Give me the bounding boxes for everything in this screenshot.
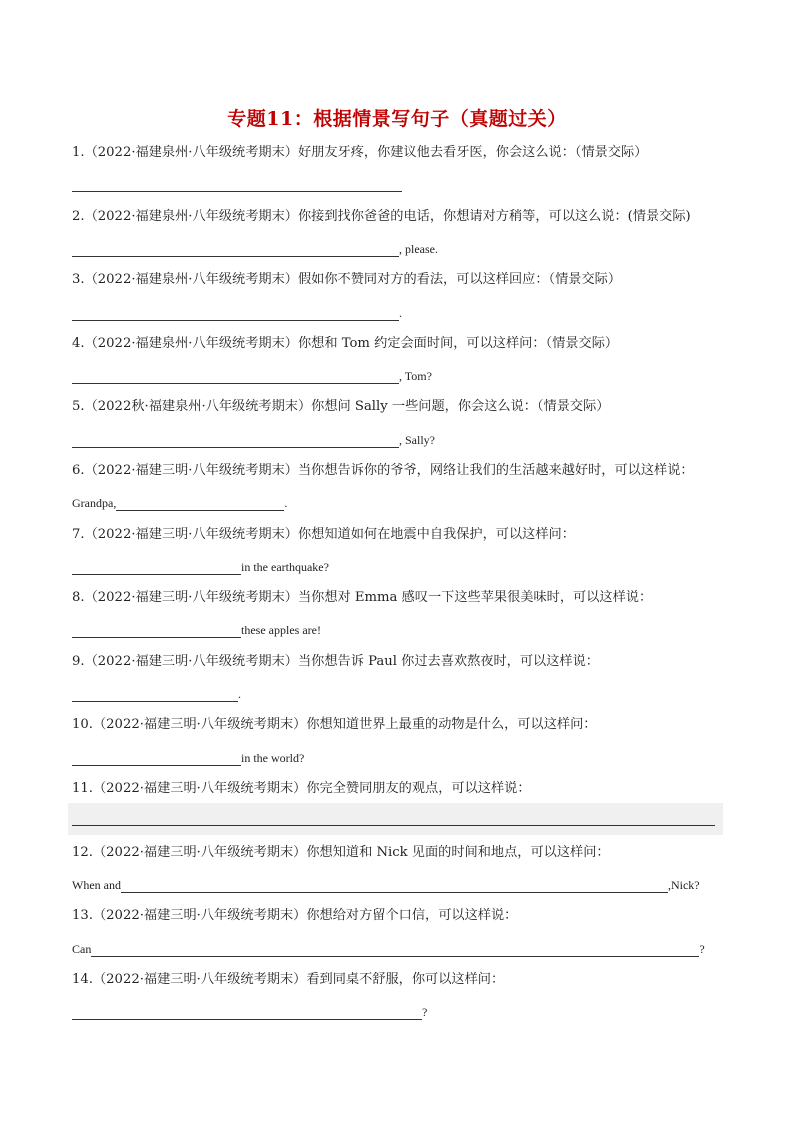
answer-suffix: in the earthquake? [241, 560, 329, 574]
answer-suffix: ? [422, 1005, 428, 1019]
answer-blank[interactable] [72, 434, 399, 448]
answer-blank[interactable] [72, 561, 241, 575]
answer-suffix: these apples are! [241, 623, 321, 637]
answer-blank[interactable] [116, 497, 284, 511]
question-6-answer-line [72, 495, 287, 511]
question-5-answer-line [72, 432, 435, 448]
question-4-prompt: 4.（2022·福建泉州·八年级统考期末）你想和 Tom 约定会面时间，可以这样问：（情景交际） [72, 336, 619, 351]
question-1-answer-line [72, 178, 402, 192]
question-8-prompt: 8.（2022·福建三明·八年级统考期末）当你想对 Emma 感叹一下这些苹果很美味时，可以这样说： [72, 590, 653, 605]
question-4-answer-line [72, 368, 432, 384]
answer-blank[interactable] [72, 752, 241, 766]
question-10-prompt: 10.（2022·福建三明·八年级统考期末）你想知道世界上最重的动物是什么，可以这样问： [72, 717, 597, 732]
answer-blank[interactable] [121, 879, 668, 893]
answer-suffix: . [238, 687, 241, 701]
answer-blank[interactable] [72, 307, 399, 321]
question-3-answer-line [72, 305, 402, 321]
question-13-prompt: 13.（2022·福建三明·八年级统考期末）你想给对方留个口信，可以这样说： [72, 908, 518, 923]
answer-prefix: Grandpa, [72, 496, 117, 510]
answer-blank[interactable] [72, 624, 241, 638]
question-3-prompt: 3.（2022·福建泉州·八年级统考期末）假如你不赞同对方的看法，可以这样回应：（情景交际） [72, 272, 622, 287]
question-7-answer-line [72, 559, 329, 575]
answer-prefix: Can [72, 942, 92, 956]
answer-suffix: ,Nick? [667, 878, 700, 892]
question-1-prompt: 1.（2022·福建泉州·八年级统考期末）好朋友牙疼，你建议他去看牙医，你会这么说：（情景交际） [72, 145, 648, 160]
answer-blank[interactable] [72, 370, 399, 384]
answer-suffix: , Tom? [399, 369, 432, 383]
question-13-answer-line [72, 941, 705, 957]
answer-blank[interactable] [72, 1006, 422, 1020]
answer-suffix: . [399, 306, 402, 320]
answer-blank[interactable] [72, 178, 402, 192]
question-2-prompt: 2.（2022·福建泉州·八年级统考期末）你接到找你爸爸的电话，你想请对方稍等，可以这么说：(情景交际) [72, 209, 691, 224]
answer-suffix: in the world? [241, 751, 305, 765]
question-5-prompt: 5.（2022秋·福建泉州·八年级统考期末）你想问 Sally 一些问题，你会这么说：（情景交际） [72, 399, 610, 414]
question-9-prompt: 9.（2022·福建三明·八年级统考期末）当你想告诉 Paul 你过去喜欢熬夜时，可以这样说： [72, 654, 599, 669]
answer-suffix: , please. [399, 242, 438, 256]
question-11-answer-line [72, 812, 715, 826]
question-9-answer-line [72, 686, 241, 702]
question-12-prompt: 12.（2022·福建三明·八年级统考期末）你想知道和 Nick 见面的时间和地点，可以这样问： [72, 845, 610, 860]
question-11-prompt: 11.（2022·福建三明·八年级统考期末）你完全赞同朋友的观点，可以这样说： [72, 781, 531, 796]
question-6-prompt: 6.（2022·福建三明·八年级统考期末）当你想告诉你的爷爷，网络让我们的生活越来越好时，可以这样说： [72, 463, 694, 478]
answer-blank[interactable] [72, 812, 715, 826]
question-12-answer-line [72, 877, 700, 893]
answer-blank[interactable] [91, 943, 699, 957]
answer-suffix: . [284, 496, 288, 510]
answer-blank[interactable] [72, 688, 238, 702]
answer-suffix: ? [699, 942, 705, 956]
question-14-answer-line [72, 1004, 427, 1020]
answer-prefix: When and [72, 878, 121, 892]
answer-suffix: , Sally? [399, 433, 435, 447]
question-14-prompt: 14.（2022·福建三明·八年级统考期末）看到同桌不舒服，你可以这样问： [72, 972, 505, 987]
page-title: 专题11：根据情景写句子（真题过关） [227, 108, 567, 130]
question-2-answer-line [72, 241, 438, 257]
question-10-answer-line [72, 750, 304, 766]
question-8-answer-line [72, 622, 321, 638]
answer-blank[interactable] [72, 243, 399, 257]
question-7-prompt: 7.（2022·福建三明·八年级统考期末）你想知道如何在地震中自我保护，可以这样问： [72, 527, 575, 542]
